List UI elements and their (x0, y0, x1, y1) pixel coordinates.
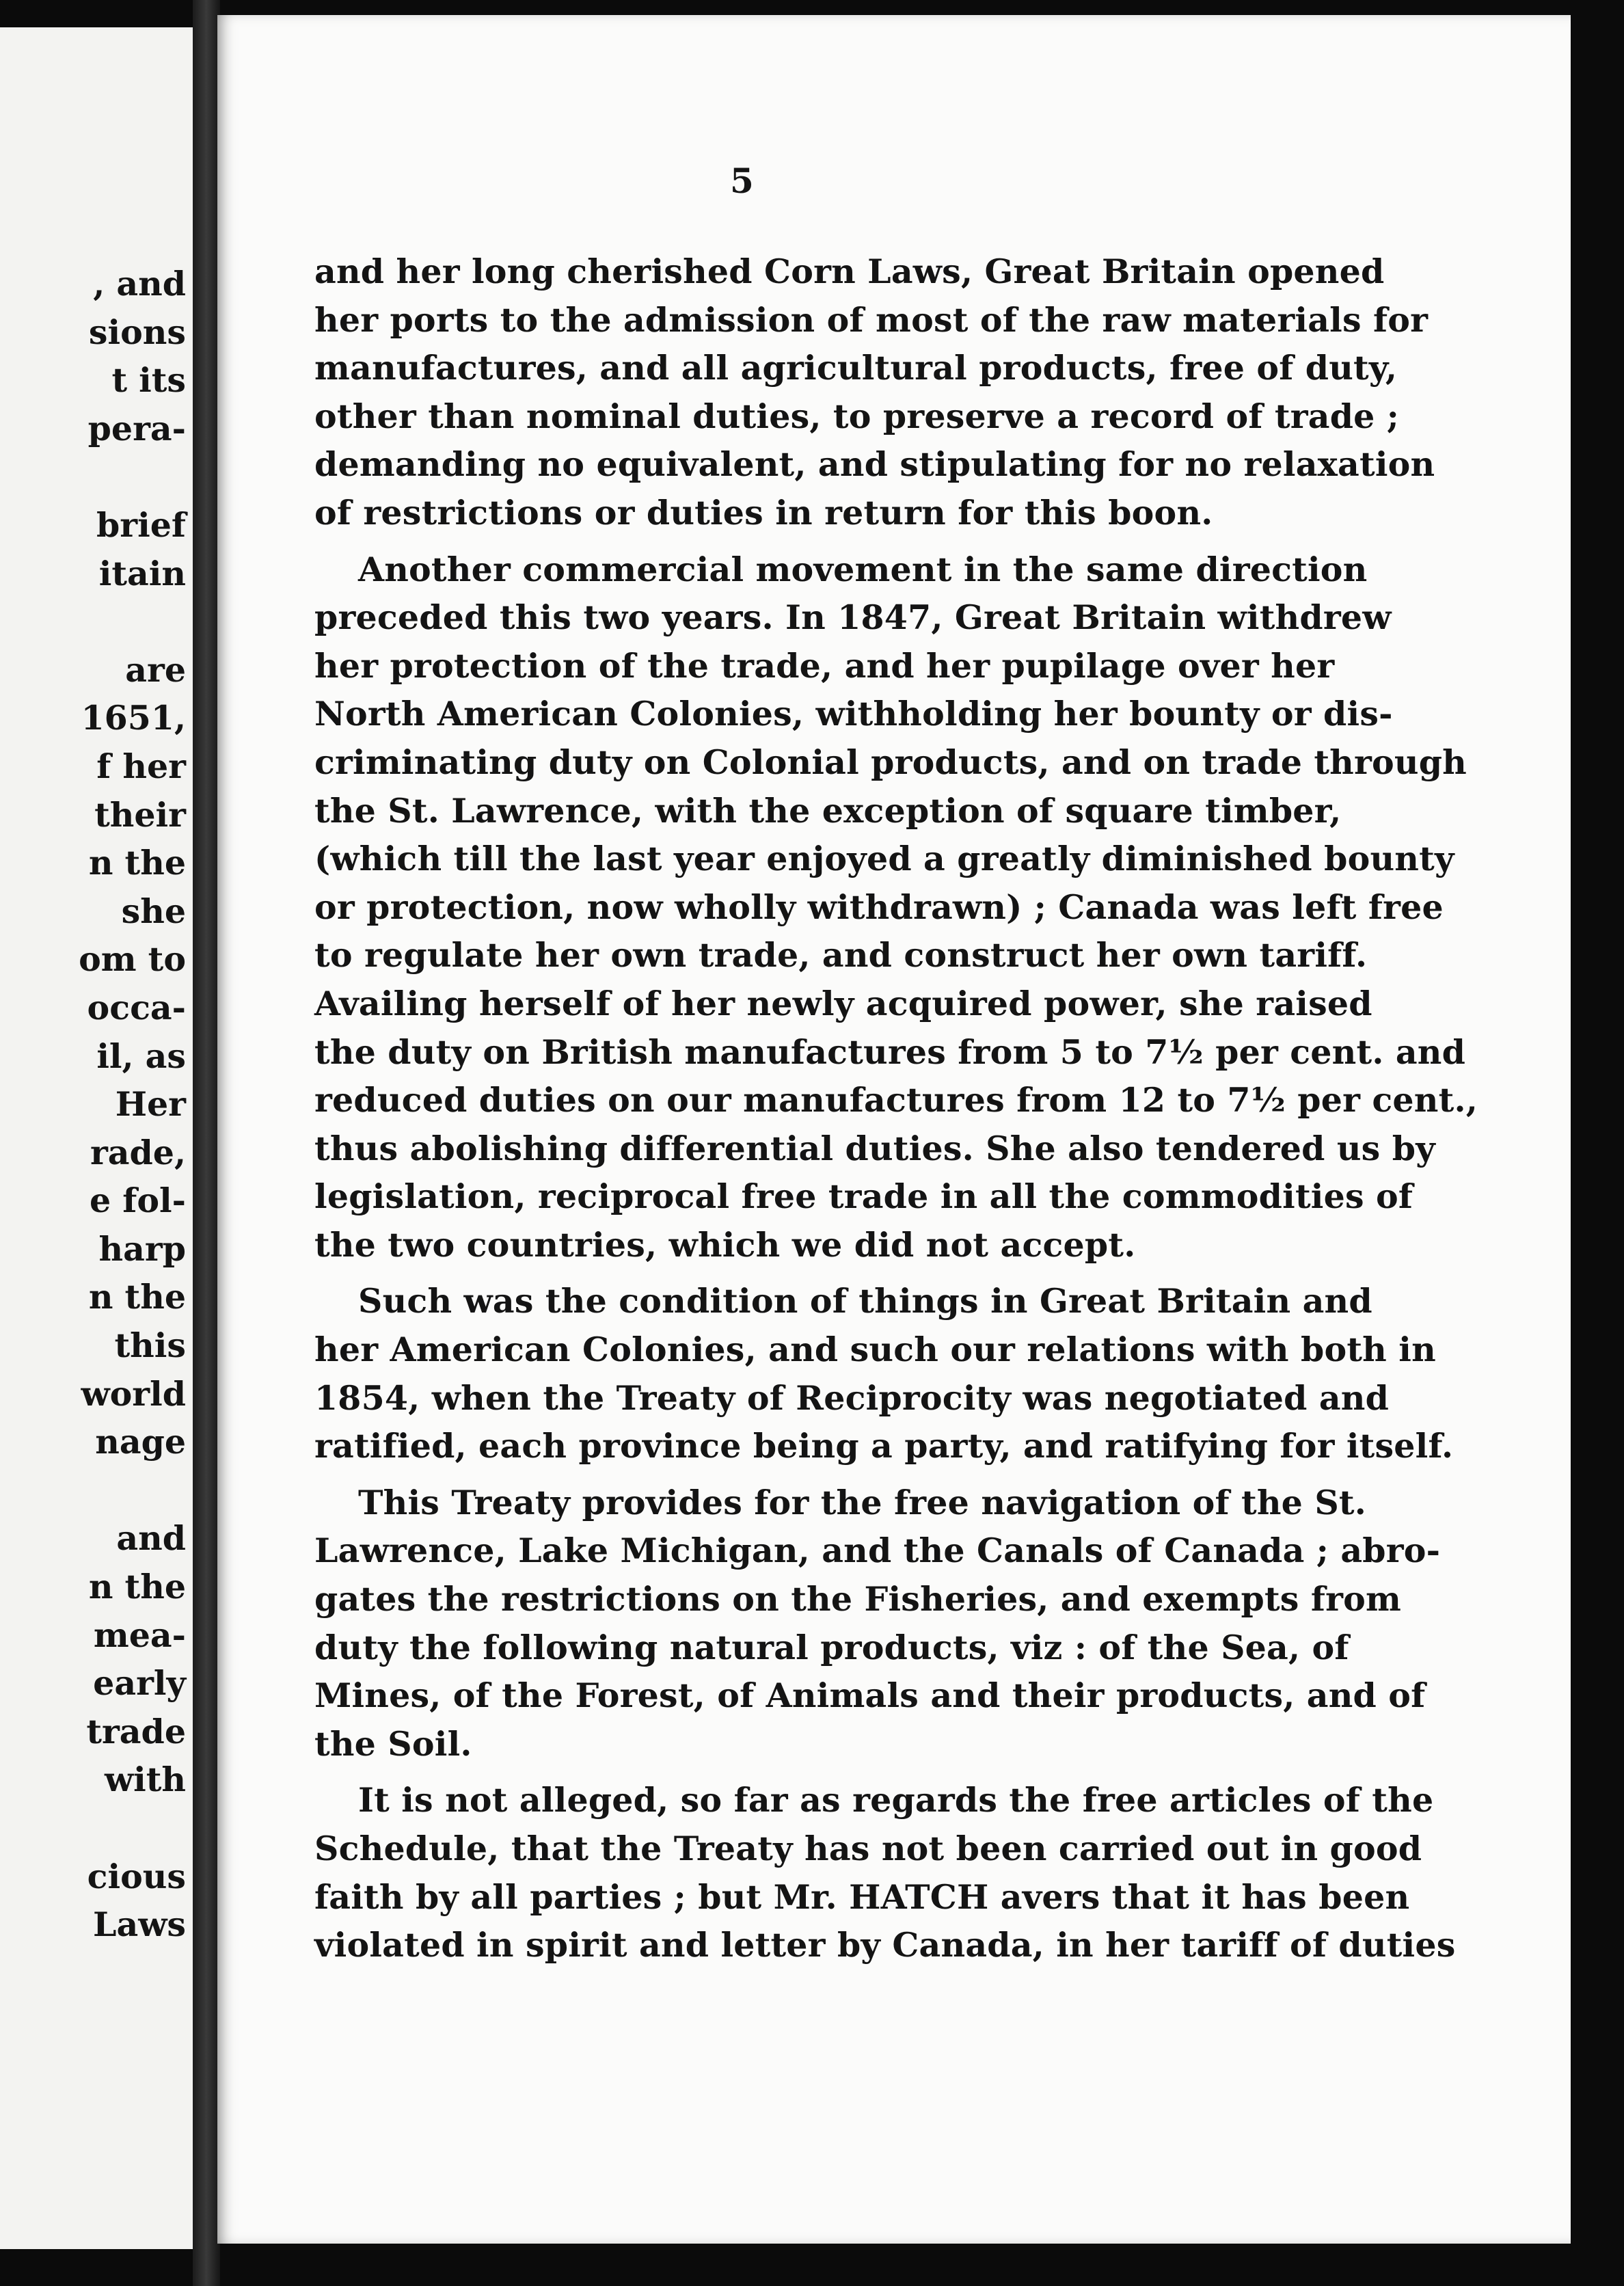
left-page-line: f her (96, 746, 186, 786)
left-page-line (79, 597, 186, 646)
page-number: 5 (730, 161, 754, 201)
left-page-fragment (0, 27, 193, 2249)
paragraph (314, 546, 1478, 1269)
left-page-line: and (116, 1518, 186, 1559)
left-page-line: n the (88, 1567, 186, 1607)
text-line: It is not alleged, so far as regards the free articles of the (358, 1780, 1434, 1820)
left-page-line: are (125, 649, 186, 690)
paragraph-gap (314, 1269, 1284, 1277)
text-line: 1854, when the Treaty of Reciprocity was negotiated and (314, 1377, 1390, 1418)
text-line: Availing herself of her newly acquired power, she raised (314, 983, 1372, 1023)
text-line: other than nominal duties, to preserve a record of trade ; (314, 396, 1400, 436)
paragraph-gap (314, 1470, 1284, 1479)
left-page-line: occa- (87, 987, 186, 1027)
text-line: of restrictions or duties in return for this boon. (314, 492, 1213, 533)
text-line: to regulate her own trade, and construct her own tariff. (314, 935, 1368, 976)
left-page-line: il, as (96, 1036, 186, 1076)
left-page-line: e fol- (90, 1181, 186, 1221)
left-page-line: Laws (93, 1905, 186, 1945)
text-line: legislation, reciprocal free trade in all the commodities of (314, 1176, 1413, 1217)
paragraph-gap (314, 537, 1284, 546)
left-page-line (79, 453, 186, 501)
paragraph (314, 247, 1435, 537)
book-gutter (193, 0, 220, 2286)
text-line: demanding no equivalent, and stipulating for no relaxation (314, 444, 1435, 485)
left-page-line: pera- (87, 408, 186, 448)
text-line: ratified, each province being a party, and ratifying for itself. (314, 1426, 1454, 1466)
text-line: Mines, of the Forest, of Animals and their products, and of (314, 1676, 1426, 1716)
text-line: (which till the last year enjoyed a greatly diminished bounty (314, 839, 1454, 879)
left-page-line: sions (88, 312, 186, 352)
text-line: This Treaty provides for the free navigation of the St. (358, 1482, 1366, 1522)
left-page-line: brief (96, 505, 186, 545)
left-page-line: itain (98, 553, 186, 593)
left-page-line: n the (88, 1277, 186, 1317)
left-page-line: with (104, 1760, 186, 1800)
paragraph-gap (314, 1768, 1284, 1776)
left-page-line: trade (86, 1711, 186, 1751)
left-page-line: n the (88, 843, 186, 883)
left-page-line: rade, (90, 1132, 186, 1172)
text-line: her protection of the trade, and her pupilage over her (314, 645, 1335, 686)
text-line: gates the restrictions on the Fisheries, and exempts from (314, 1579, 1402, 1619)
left-page-line: their (94, 794, 186, 835)
left-page-line: cious (87, 1856, 186, 1896)
text-line: violated in spirit and letter by Canada, in her tariff of duties (314, 1925, 1456, 1965)
text-line: the Soil. (314, 1723, 472, 1764)
text-line: duty the following natural products, viz : of the Sea, of (314, 1627, 1349, 1667)
text-line: the duty on British manufactures from 5 to 7½ per cent. and (314, 1032, 1466, 1072)
text-line: or protection, now wholly withdrawn) ; Canada was left free (314, 887, 1444, 927)
text-line: North American Colonies, withholding her bounty or dis- (314, 694, 1393, 734)
text-line: reduced duties on our manufactures from 12 to 7½ per cent., (314, 1080, 1478, 1120)
text-line: Such was the condition of things in Great Britain and (358, 1281, 1372, 1321)
text-line: the St. Lawrence, with the exception of square timber, (314, 790, 1342, 831)
left-page-line: 1651, (81, 698, 186, 738)
left-page-line: , and (93, 264, 186, 304)
left-page-line: world (81, 1373, 186, 1414)
text-line: thus abolishing differential duties. She also tendered us by (314, 1128, 1435, 1168)
text-line: criminating duty on Colonial products, and on trade through (314, 742, 1467, 782)
left-page-line (79, 1466, 186, 1515)
left-page-text-fragments (79, 260, 186, 1949)
text-line: Schedule, that the Treaty has not been carried out in good (314, 1829, 1422, 1868)
text-line: her ports to the admission of most of the raw materials for (314, 299, 1429, 340)
text-line: manufactures, and all agricultural products, free of duty, (314, 348, 1398, 388)
paragraph (314, 1277, 1454, 1470)
left-page-line: om to (79, 939, 186, 980)
text-line: the two countries, which we did not accept. (314, 1224, 1136, 1265)
text-line: Another commercial movement in the same direction (358, 549, 1368, 589)
left-page-line: Her (115, 1084, 186, 1125)
paragraph (314, 1479, 1441, 1769)
body-text (314, 247, 1478, 1969)
left-page-line: mea- (93, 1615, 186, 1655)
text-line: faith by all parties ; but Mr. HATCH avers that it has been (314, 1877, 1410, 1917)
left-page-line (79, 1804, 186, 1853)
paragraph (314, 1776, 1456, 1969)
text-line: and her long cherished Corn Laws, Great Britain opened (314, 252, 1385, 291)
text-line: preceded this two years. In 1847, Great Britain withdrew (314, 597, 1392, 638)
left-page-line: harp (98, 1228, 186, 1269)
left-page-line: nage (95, 1422, 186, 1462)
left-page-line: she (121, 891, 186, 931)
left-page-line: early (93, 1663, 186, 1704)
text-line: Lawrence, Lake Michigan, and the Canals of Canada ; abro- (314, 1531, 1441, 1571)
left-page-line: this (114, 1326, 186, 1366)
text-line: her American Colonies, and such our relations with both in (314, 1330, 1436, 1370)
left-page-line: t its (111, 360, 186, 401)
